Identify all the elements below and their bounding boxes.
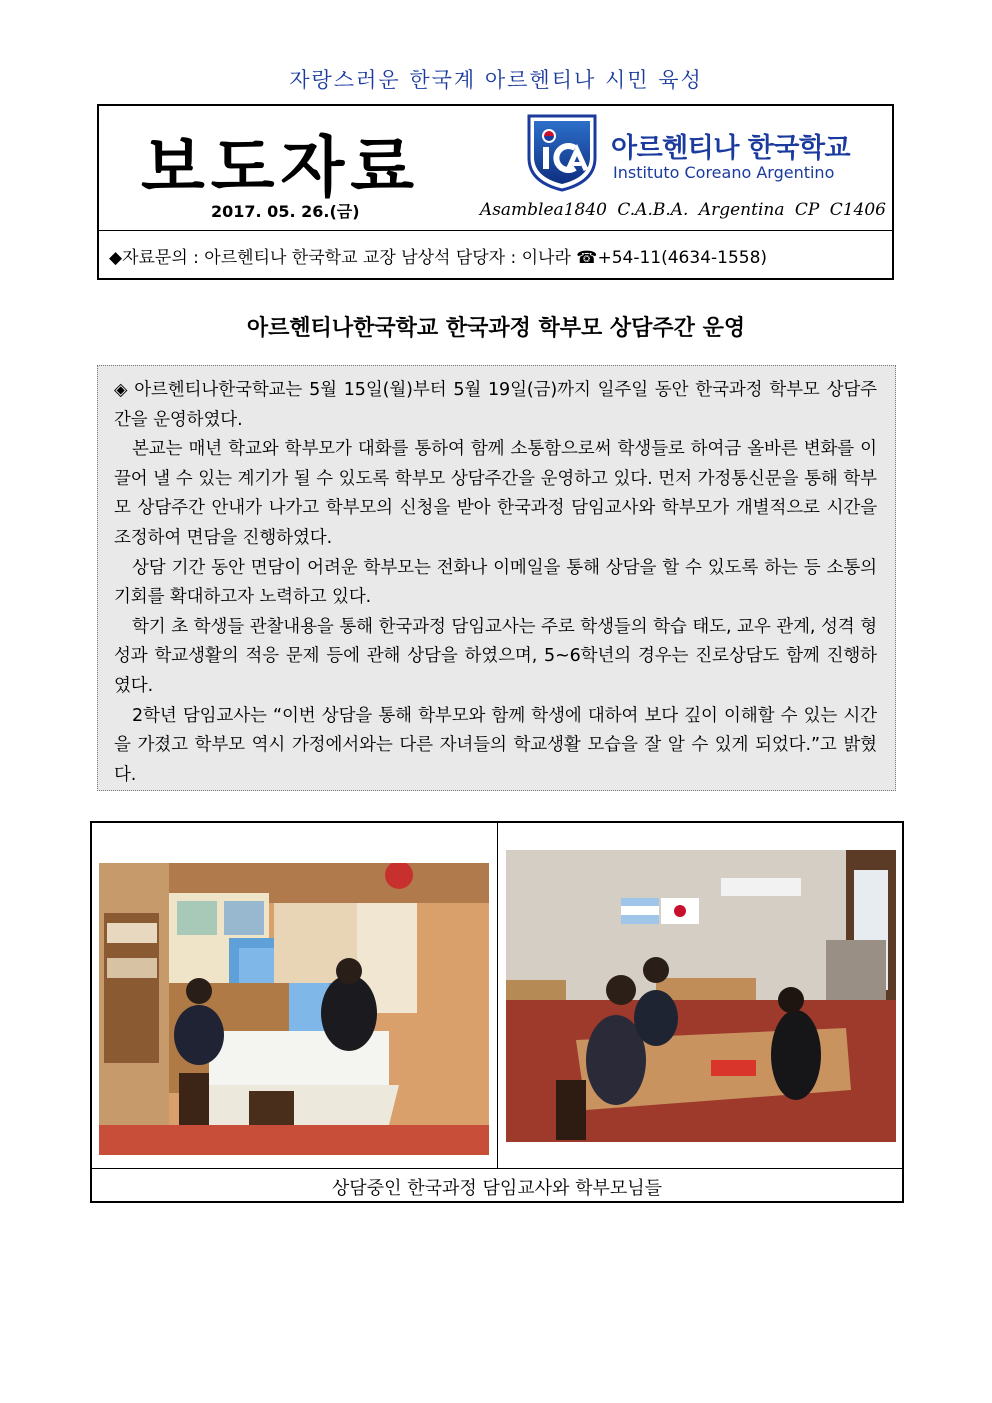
article-paragraph: 학기 초 학생들 관찰내용을 통해 한국과정 담임교사는 주로 학생들의 학습 태도, 교우 관계, 성격 형성과 학교생활의 적응 문제 등에 관해 상담을 하였으며, 5~6학년의 경우는 진로상담도 함께 진행하였다. [114,616,877,696]
caption-divider [92,1168,902,1169]
counseling-photo-1 [99,863,489,1155]
photo-divider [497,823,498,1168]
release-date: 2017. 05. 26.(금) [211,202,360,221]
school-name-korean: 아르헨티나 한국학교 [611,133,851,164]
photo-table [90,821,904,1203]
article-paragraph: 본교는 매년 학교와 학부모가 대화를 통하여 함께 소통함으로써 학생들로 하여금 올바른 변화를 이끌어 낼 수 있는 계기가 될 수 있도록 학부모 상담주간을 운영하고 있다. 먼저 가정통신문을 통해 학부모 상담주간 안내가 나가고 학부모의 신청을 받아 한국과정 담임교사와 학부모가 개별적으로 시간을 조정하여 면담을 진행하였다. [114,439,877,548]
school-logo-icon [523,112,601,192]
school-address: Asamblea1840 C.A.B.A. Argentina CP C1406 [479,200,886,220]
article-title: 아르헨티나한국학교 한국과정 학부모 상담주간 운영 [246,316,746,341]
article-paragraph: 2학년 담임교사는 “이번 상담을 통해 학부모와 함께 학생에 대하여 보다 깊이 이해할 수 있는 시간을 가졌고 학부모 역시 가정에서와는 다른 자녀들의 학교생활 모습을 잘 알 수 있게 되었다.”고 밝혔다. [114,705,877,785]
header-divider [99,230,892,231]
slogan: 자랑스러운 한국계 아르헨티나 시민 육성 [289,68,703,92]
article-paragraph: ◈ 아르헨티나한국학교는 5월 15일(월)부터 5월 19일(금)까지 일주일 동안 한국과정 학부모 상담주간을 운영하였다. [114,380,877,430]
article-paragraph: 상담 기간 동안 면담이 어려운 학부모는 전화나 이메일을 통해 상담을 할 수 있도록 하는 등 소통의 기회를 확대하고자 노력하고 있다. [114,557,877,608]
school-name-spanish: Instituto Coreano Argentino [613,163,835,182]
photo-caption: 상담중인 한국과정 담임교사와 학부모님들 [331,1178,663,1199]
press-header [97,104,894,280]
article-body [97,365,896,791]
counseling-photo-2 [506,850,896,1142]
contact-info: ◆자료문의 : 아르헨티나 한국학교 교장 남상석 담당자 : 이나라 ☎+54-11(4634-1558) [109,248,768,268]
press-release-title: 보도자료 [141,129,421,206]
